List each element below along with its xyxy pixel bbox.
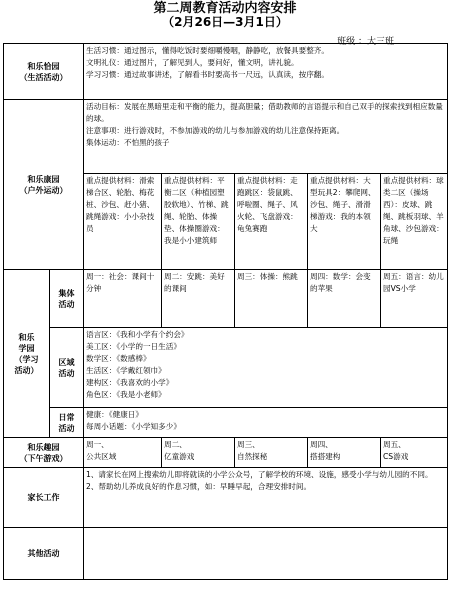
- life-habit: 生活习惯：通过图示，懂得吃饭时要细嚼慢咽，静静吃，放餐具要整齐。: [86, 46, 329, 55]
- material-cell: 重点提供材料：球类二区（操场西）：皮球、跳绳、跳板羽球、羊角球、沙包游戏：玩绳: [381, 174, 448, 270]
- area-item: 生活区：《学戴红领巾》: [86, 366, 166, 375]
- area-item: 美工区：《小学的一日生活》: [86, 342, 181, 351]
- area-content: [84, 328, 448, 408]
- area-item: 语言区：《我和小学有个约会》: [86, 330, 189, 339]
- parent-item: 1、请家长在网上搜索幼儿即将就读的小学公众号，了解学校的环境、设施，感受小学与幼儿园的不同。: [86, 470, 433, 479]
- health-section-label: 和乐康园 （户外运动）: [4, 100, 84, 270]
- other-content: [84, 528, 448, 580]
- parent-content: [84, 468, 448, 528]
- life-content: [84, 44, 448, 100]
- collective-day: 周五：语言：幼儿园VS小学: [381, 270, 448, 328]
- fun-day: 周四、 搭搭建构: [308, 438, 381, 468]
- fun-day: 周二、 亿童游戏: [162, 438, 235, 468]
- daily-content: 健康：《健康日》 每周小话题：《小学知多少》: [84, 408, 448, 438]
- daily-label: 日常 活动: [50, 408, 84, 438]
- collective-day: 周三：体操：熊跳: [235, 270, 308, 328]
- area-item: 数学区：《数感棒》: [86, 354, 151, 363]
- collective-day: 周二：安跳：美好的课间: [162, 270, 235, 328]
- fun-day: 周三、 自然探秘: [235, 438, 308, 468]
- collective-day: 周一：社会：课间十分钟: [84, 270, 162, 328]
- collective-day: 周四：数学：会变的苹果: [308, 270, 381, 328]
- life-study-habit: 学习习惯：通过故事讲述，了解看书时要高书一尺远，认真读，按序翻。: [86, 70, 329, 79]
- material-cell: 重点提供材料：大型玩具2：攀爬网、沙包、绳子、滑滑梯游戏：我的本领大: [308, 174, 381, 270]
- schedule-table: [3, 43, 448, 580]
- fun-section-label: 和乐趣园 （下午游戏）: [4, 438, 84, 468]
- health-activity: 集体运动：不怕黑的孩子: [86, 138, 170, 147]
- life-manners: 文明礼仪：通过图片，了解见到人，要问好，懂文明，讲礼貌。: [86, 58, 299, 67]
- parent-item: 2、帮助幼儿养成良好的作息习惯，如：早睡早起，合理安排时间。: [86, 482, 312, 491]
- collective-label: 集体 活动: [50, 270, 84, 328]
- life-section-label: 和乐恰园 （生活活动）: [4, 44, 84, 100]
- health-content: [84, 100, 448, 174]
- area-item: 角色区：《我是小老师》: [86, 390, 166, 399]
- parent-section-label: 家长工作: [4, 468, 84, 528]
- health-goal: 活动目标：发展在黑暗里走和平衡的能力，提高胆量；借助教师的言语提示和自己双手的探索找到相应数量的球。: [86, 102, 443, 123]
- area-label: 区域 活动: [50, 328, 84, 408]
- study-section-label: 和乐 学园 （学习 活动）: [4, 270, 50, 438]
- class-label: 班级 ：大三班: [337, 37, 394, 47]
- fun-day: 周五、 CS游戏: [381, 438, 448, 468]
- fun-day: 周一、 公共区域: [84, 438, 162, 468]
- area-item: 建构区：《我喜欢的小学》: [86, 378, 174, 387]
- material-cell: 重点提供材料：走跑跳区：袋鼠跳、呼啦圈、绳子、风火轮、飞盘游戏：龟兔赛跑: [235, 174, 308, 270]
- date-range: （2月26日—3月1日）: [162, 15, 288, 29]
- other-section-label: 其他活动: [4, 528, 84, 580]
- material-cell: 重点提供材料：平衡二区（种植园塑胶软地）、竹梯、跳绳、轮胎、体操垫、体操圈游戏：我是小小建筑师: [162, 174, 235, 270]
- health-notes: 注意事项：进行游戏时，不参加游戏的幼儿与参加游戏的幼儿注意保持距离。: [86, 126, 345, 135]
- material-cell: 重点提供材料：滑索梯合区、轮胎、梅花桩、沙包、赶小猪、跳绳游戏：小小杂技员: [84, 174, 162, 270]
- page-title: 第二周教育活动内容安排: [153, 1, 297, 16]
